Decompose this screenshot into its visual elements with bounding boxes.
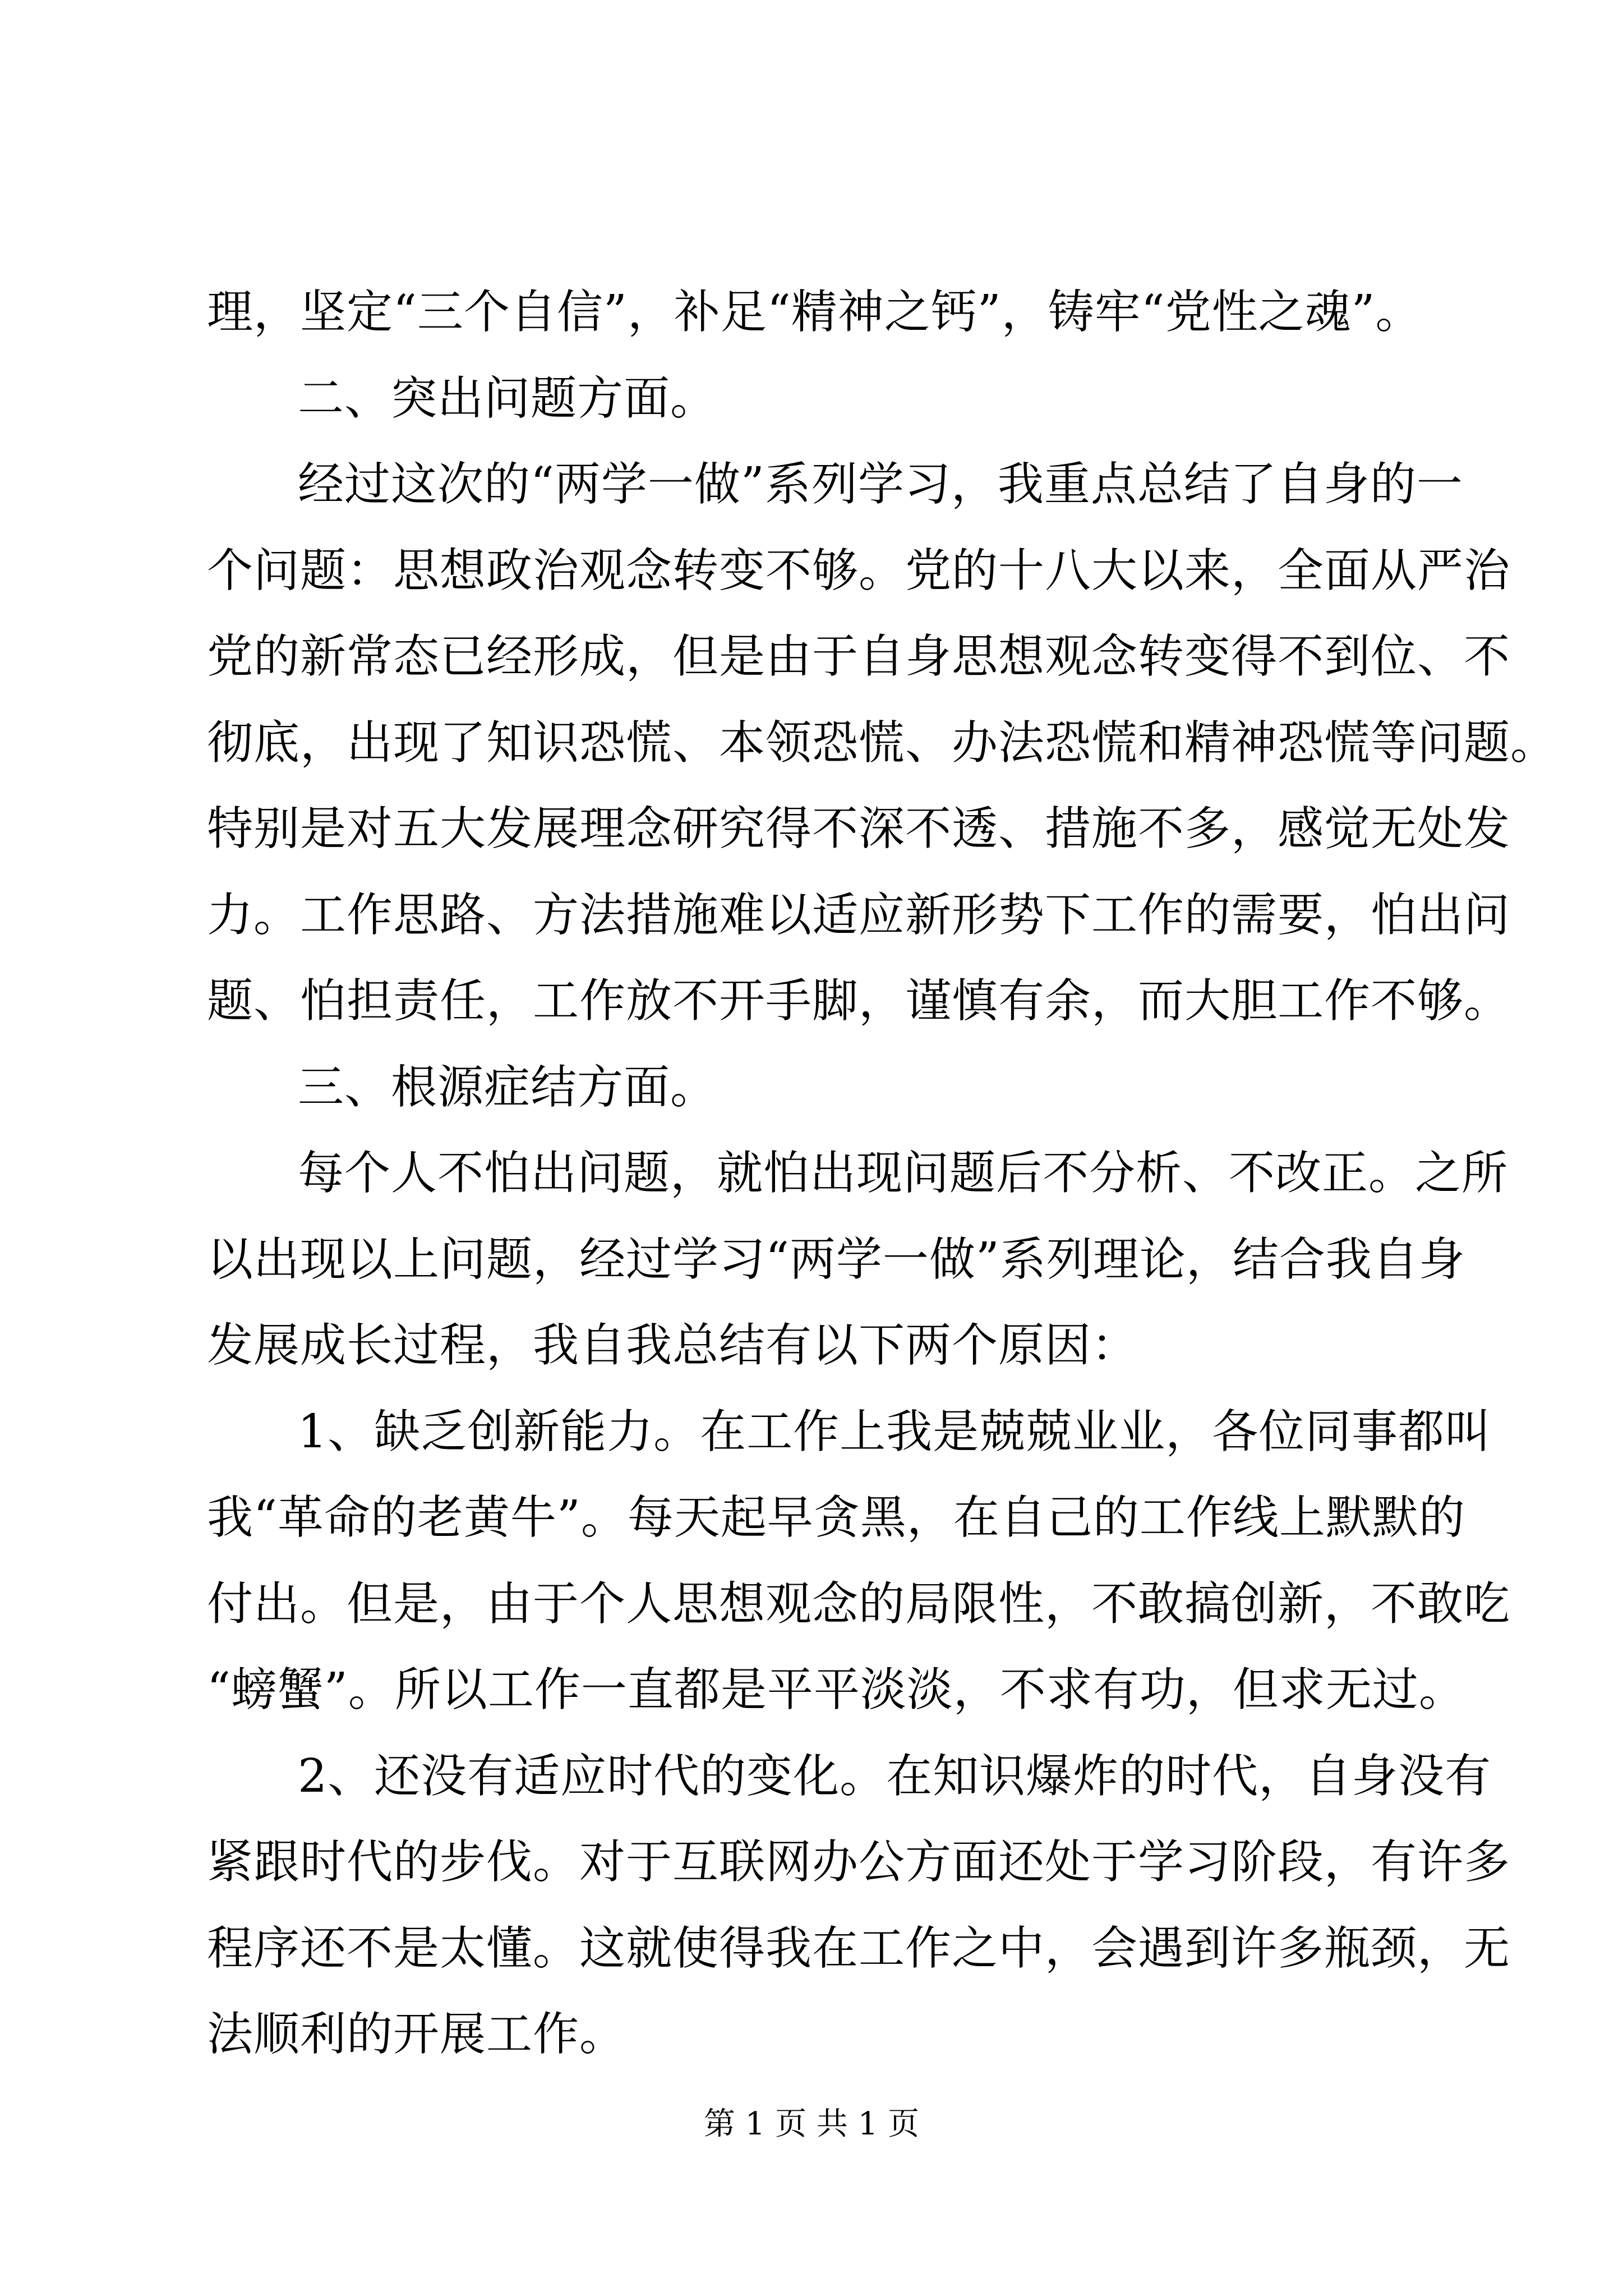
text-line: 付出。但是，由于个人思想观念的局限性，不敢搞创新，不敢吃: [207, 1577, 1511, 1631]
text-line: “螃蟹”。所以工作一直都是平平淡淡，不求有功，但求无过。: [207, 1663, 1465, 1717]
text-line: 特别是对五大发展理念研究得不深不透、措施不多，感觉无处发: [207, 802, 1511, 855]
text-line: 每个人不怕出问题，就怕出现问题后不分析、不改正。之所: [298, 1147, 1509, 1200]
text-line: 2、还没有适应时代的变化。在知识爆炸的时代，自身没有: [298, 1749, 1492, 1803]
section-heading: 二、突出问题方面。: [298, 371, 717, 425]
text-line: 以出现以上问题，经过学习“两学一做”系列理论，结合我自身: [207, 1232, 1465, 1286]
text-line: 经过这次的“两学一做”系列学习，我重点总结了自身的一: [298, 458, 1463, 511]
text-line: 我“革命的老黄牛”。每天起早贪黑，在自己的工作线上默默的: [207, 1491, 1465, 1544]
text-line: 发展成长过程，我自我总结有以下两个原因：: [207, 1319, 1138, 1372]
document-body: [207, 269, 1557, 2078]
text-line: 程序还不是太懂。这就使得我在工作之中，会遇到许多瓶颈，无: [207, 1921, 1511, 1975]
text-line: 理，坚定“三个自信”，补足“精神之钙”，铸牢“党性之魂”。: [207, 286, 1422, 339]
section-heading: 三、根源症结方面。: [298, 1060, 717, 1114]
text-line: 力。工作思路、方法措施难以适应新形势下工作的需要，怕出问: [207, 888, 1511, 942]
text-line: 党的新常态已经形成，但是由于自身思想观念转变得不到位、不: [207, 630, 1511, 683]
text-line: 个问题：思想政治观念转变不够。党的十八大以来，全面从严治: [207, 544, 1511, 597]
text-line: 紧跟时代的步伐。对于互联网办公方面还处于学习阶段，有许多: [207, 1835, 1511, 1889]
text-line: 法顺利的开展工作。: [207, 2008, 626, 2061]
page-footer: 第 1 页 共 1 页: [703, 2106, 920, 2142]
text-line: 1、缺乏创新能力。在工作上我是兢兢业业，各位同事都叫: [298, 1405, 1492, 1458]
text-line: 题、怕担责任，工作放不开手脚，谨慎有余，而大胆工作不够。: [207, 974, 1511, 1028]
text-line: 彻底，出现了知识恐慌、本领恐慌、办法恐慌和精神恐慌等问题。: [207, 716, 1557, 770]
